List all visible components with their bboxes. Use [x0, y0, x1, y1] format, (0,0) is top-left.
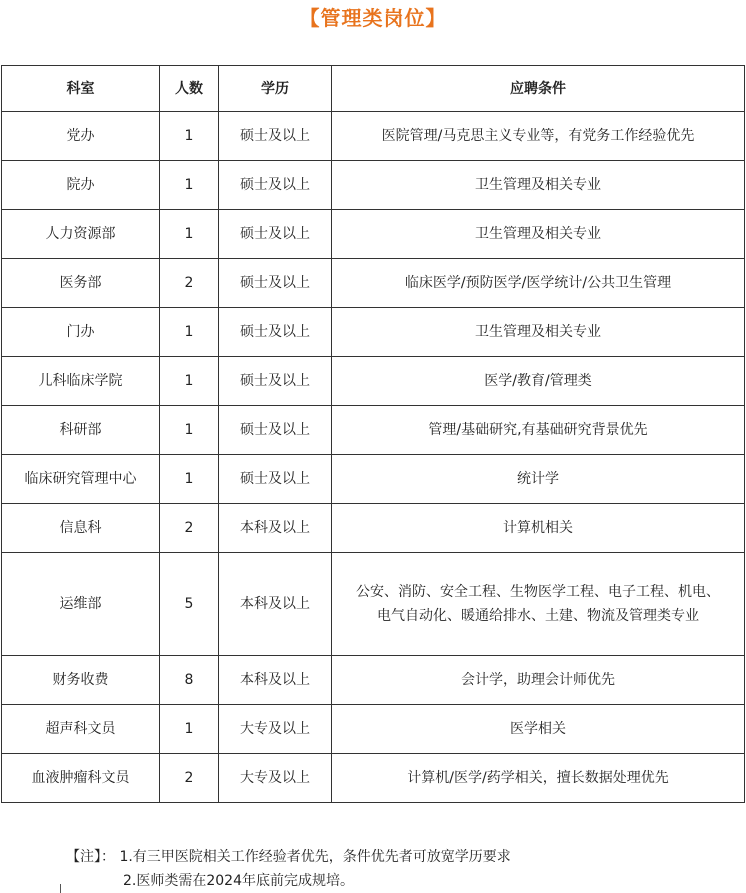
note-row-2	[66, 869, 511, 893]
header-requirements: 应聘条件	[332, 66, 745, 112]
cell-dept: 超声科文员	[2, 705, 160, 754]
requirements-line-2: 电气自动化、暖通给排水、土建、物流及管理类专业	[377, 608, 699, 624]
text-cursor	[60, 884, 61, 893]
table-row	[2, 705, 745, 754]
table-row	[2, 656, 745, 705]
cell-requirements: 医学/教育/管理类	[332, 357, 745, 406]
table-header-row	[2, 66, 745, 112]
cell-requirements: 医学相关	[332, 705, 745, 754]
note-line-2: 2.医师类需在2024年底前完成规培。	[123, 873, 354, 889]
note-line-1: 1.有三甲医院相关工作经验者优先，条件优先者可放宽学历要求	[119, 849, 511, 865]
cell-dept: 医务部	[2, 259, 160, 308]
cell-dept: 运维部	[2, 553, 160, 656]
cell-requirements: 会计学，助理会计师优先	[332, 656, 745, 705]
cell-dept: 人力资源部	[2, 210, 160, 259]
cell-count: 1	[160, 308, 219, 357]
cell-dept: 信息科	[2, 504, 160, 553]
cell-dept: 临床研究管理中心	[2, 455, 160, 504]
cell-education: 大专及以上	[219, 705, 332, 754]
cell-education: 硕士及以上	[219, 455, 332, 504]
requirements-line-1: 公安、消防、安全工程、生物医学工程、电子工程、机电、	[356, 584, 720, 600]
cell-education: 硕士及以上	[219, 161, 332, 210]
header-dept: 科室	[2, 66, 160, 112]
cell-count: 1	[160, 210, 219, 259]
cell-dept: 门办	[2, 308, 160, 357]
cell-requirements: 计算机/医学/药学相关，擅长数据处理优先	[332, 754, 745, 803]
cell-requirements: 计算机相关	[332, 504, 745, 553]
table-row	[2, 161, 745, 210]
cell-dept: 院办	[2, 161, 160, 210]
cell-dept: 儿科临床学院	[2, 357, 160, 406]
table-row	[2, 406, 745, 455]
table-row	[2, 210, 745, 259]
cell-dept: 血液肿瘤科文员	[2, 754, 160, 803]
cell-requirements: 卫生管理及相关专业	[332, 308, 745, 357]
cell-count: 1	[160, 112, 219, 161]
cell-requirements: 卫生管理及相关专业	[332, 161, 745, 210]
cell-count: 1	[160, 161, 219, 210]
cell-requirements	[332, 553, 745, 656]
table-row	[2, 504, 745, 553]
cell-dept: 党办	[2, 112, 160, 161]
cell-dept: 财务收费	[2, 656, 160, 705]
cell-count: 1	[160, 455, 219, 504]
cell-requirements: 统计学	[332, 455, 745, 504]
header-education: 学历	[219, 66, 332, 112]
table-row	[2, 308, 745, 357]
cell-education: 本科及以上	[219, 553, 332, 656]
cell-requirements: 管理/基础研究,有基础研究背景优先	[332, 406, 745, 455]
cell-education: 硕士及以上	[219, 210, 332, 259]
cell-education: 硕士及以上	[219, 112, 332, 161]
notes-section	[66, 845, 511, 893]
cell-education: 硕士及以上	[219, 357, 332, 406]
cell-education: 本科及以上	[219, 656, 332, 705]
table-row	[2, 259, 745, 308]
note-row-1	[66, 845, 511, 869]
page-title: 【管理类岗位】	[299, 6, 447, 30]
cell-count: 1	[160, 406, 219, 455]
table-row	[2, 112, 745, 161]
table-row	[2, 553, 745, 656]
cell-education: 硕士及以上	[219, 259, 332, 308]
cell-dept: 科研部	[2, 406, 160, 455]
cell-requirements: 临床医学/预防医学/医学统计/公共卫生管理	[332, 259, 745, 308]
cell-count: 2	[160, 259, 219, 308]
cell-count: 2	[160, 504, 219, 553]
cell-education: 本科及以上	[219, 504, 332, 553]
cell-count: 2	[160, 754, 219, 803]
table-row	[2, 754, 745, 803]
cell-requirements: 卫生管理及相关专业	[332, 210, 745, 259]
cell-education: 硕士及以上	[219, 406, 332, 455]
cell-education: 硕士及以上	[219, 308, 332, 357]
table-row	[2, 455, 745, 504]
cell-count: 1	[160, 705, 219, 754]
table-row	[2, 357, 745, 406]
cell-education: 大专及以上	[219, 754, 332, 803]
header-count: 人数	[160, 66, 219, 112]
cell-count: 1	[160, 357, 219, 406]
positions-table	[1, 65, 745, 803]
cell-requirements: 医院管理/马克思主义专业等，有党务工作经验优先	[332, 112, 745, 161]
notes-label: 【注】：	[66, 849, 115, 865]
cell-count: 8	[160, 656, 219, 705]
cell-count: 5	[160, 553, 219, 656]
